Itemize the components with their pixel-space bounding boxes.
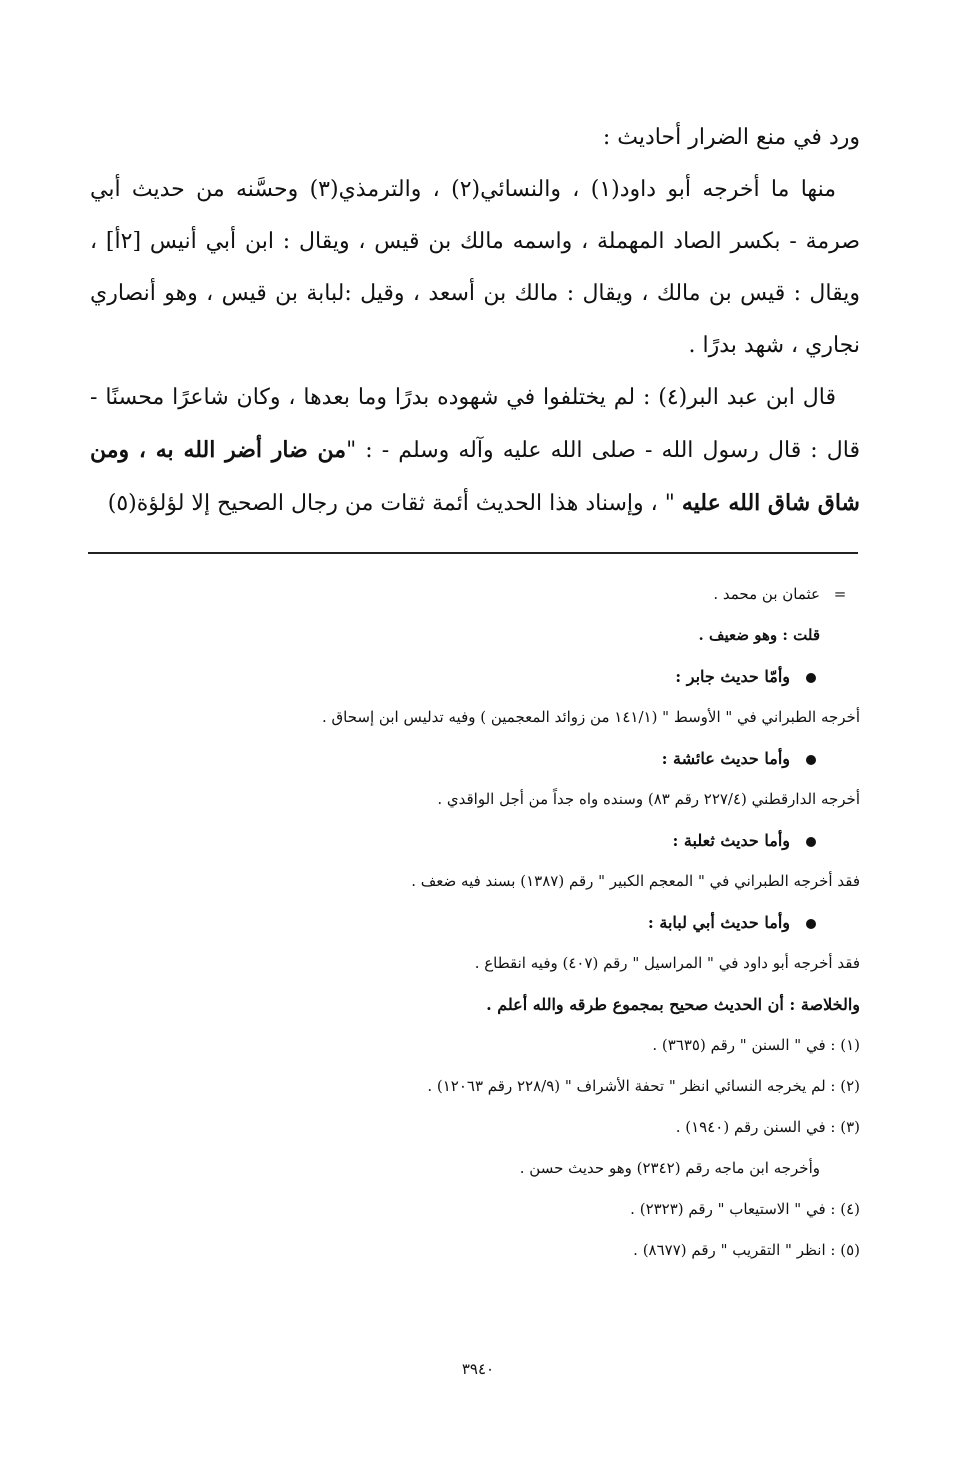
paragraph-hadith-start: قال ابن عبد البر(٤) : لم يختلفوا في شهوده بدرًا وما بعدها ، وكان شاعرًا محسنًا - قال : قال رسول الله - صلى الله عليه وآله وسلم - : "	[90, 385, 861, 463]
footnote-divider	[88, 552, 858, 554]
intro-line: ورد في منع الضرار أحاديث :	[602, 125, 860, 150]
page-number: ٣٩٤٠	[461, 1360, 495, 1378]
note-heading-aisha	[90, 738, 860, 779]
continuation-mark: =	[833, 585, 847, 603]
paragraph-hadith	[90, 372, 860, 530]
hadith-text: من ضار أضر الله به ، ومن شاق شاق الله عليه	[90, 437, 860, 516]
main-text-block	[90, 112, 860, 530]
note-heading-abu-lubaba	[90, 902, 860, 943]
note-text-jabir: أخرجه الطبراني في " الأوسط " (١٤١/١ من زوائد المعجمين ) وفيه تدليس ابن إسحاق .	[322, 708, 860, 726]
note-heading-jabir	[90, 656, 860, 697]
note-text-abu-lubaba: فقد أخرجه أبو داود في " المراسيل " رقم (٤٠٧) وفيه انقطاع .	[474, 954, 860, 972]
footnote-1: (١) : في " السنن " رقم (٣٦٣٥) .	[652, 1036, 860, 1054]
note-verdict: قلت : وهو ضعيف .	[698, 626, 820, 644]
heading-abu-lubaba-label: وأما حديث أبي لبابة :	[647, 913, 790, 932]
note-continuation	[90, 574, 860, 615]
paragraph-sources: منها ما أخرجه أبو داود(١) ، والنسائي(٢) ، والترمذي(٣) وحسَّنه من حديث أبي صرمة - بكسر الصاد المهملة ، واسمه مالك بن قيس ، ويقال : ابن أبي أنيس [٢أ] ، ويقال : قيس بن مالك ، ويقال : مالك بن أسعد ، وقيل :لبابة بن قيس ، وهو أنصاري نجاري ، شهد بدرًا .	[90, 177, 860, 358]
bullet-icon	[806, 837, 816, 847]
paragraph-hadith-end: " ، وإسناد هذا الحديث أئمة ثقات من رجال الصحيح إلا لؤلؤة(٥)	[107, 491, 682, 516]
note-text-aisha: أخرجه الدارقطني (٢٢٧/٤ رقم ٨٣) وسنده واه جداً من أجل الواقدي .	[437, 790, 860, 808]
note-text-thalaba: فقد أخرجه الطبراني في " المعجم الكبير " رقم (١٣٨٧) بسند فيه ضعف .	[411, 872, 860, 890]
footnote-2: (٢) : لم يخرجه النسائي انظر " تحفة الأشراف " (٢٢٨/٩ رقم ١٢٠٦٣) .	[427, 1077, 860, 1095]
bullet-icon	[806, 919, 816, 929]
footnote-3: (٣) : في السنن رقم (١٩٤٠) .	[675, 1118, 860, 1136]
note-summary: والخلاصة : أن الحديث صحيح بمجموع طرقه والله أعلم .	[486, 995, 860, 1014]
heading-thalaba-label: وأما حديث ثعلبة :	[672, 831, 790, 850]
heading-aisha-label: وأما حديث عائشة :	[661, 749, 790, 768]
footnote-3-extra: وأخرجه ابن ماجه رقم (٢٣٤٢) وهو حديث حسن .	[519, 1159, 820, 1177]
note-heading-thalaba	[90, 820, 860, 861]
footnotes-block	[90, 574, 860, 1271]
bullet-icon	[806, 755, 816, 765]
footnote-4: (٤) : في " الاستيعاب " رقم (٢٣٢٣) .	[630, 1200, 860, 1218]
footnote-5: (٥) : انظر " التقريب " رقم (٨٦٧٧) .	[633, 1241, 860, 1259]
bullet-icon	[806, 673, 816, 683]
note-line-1: عثمان بن محمد .	[713, 585, 820, 603]
heading-jabir-label: وأمّا حديث جابر :	[675, 667, 790, 686]
